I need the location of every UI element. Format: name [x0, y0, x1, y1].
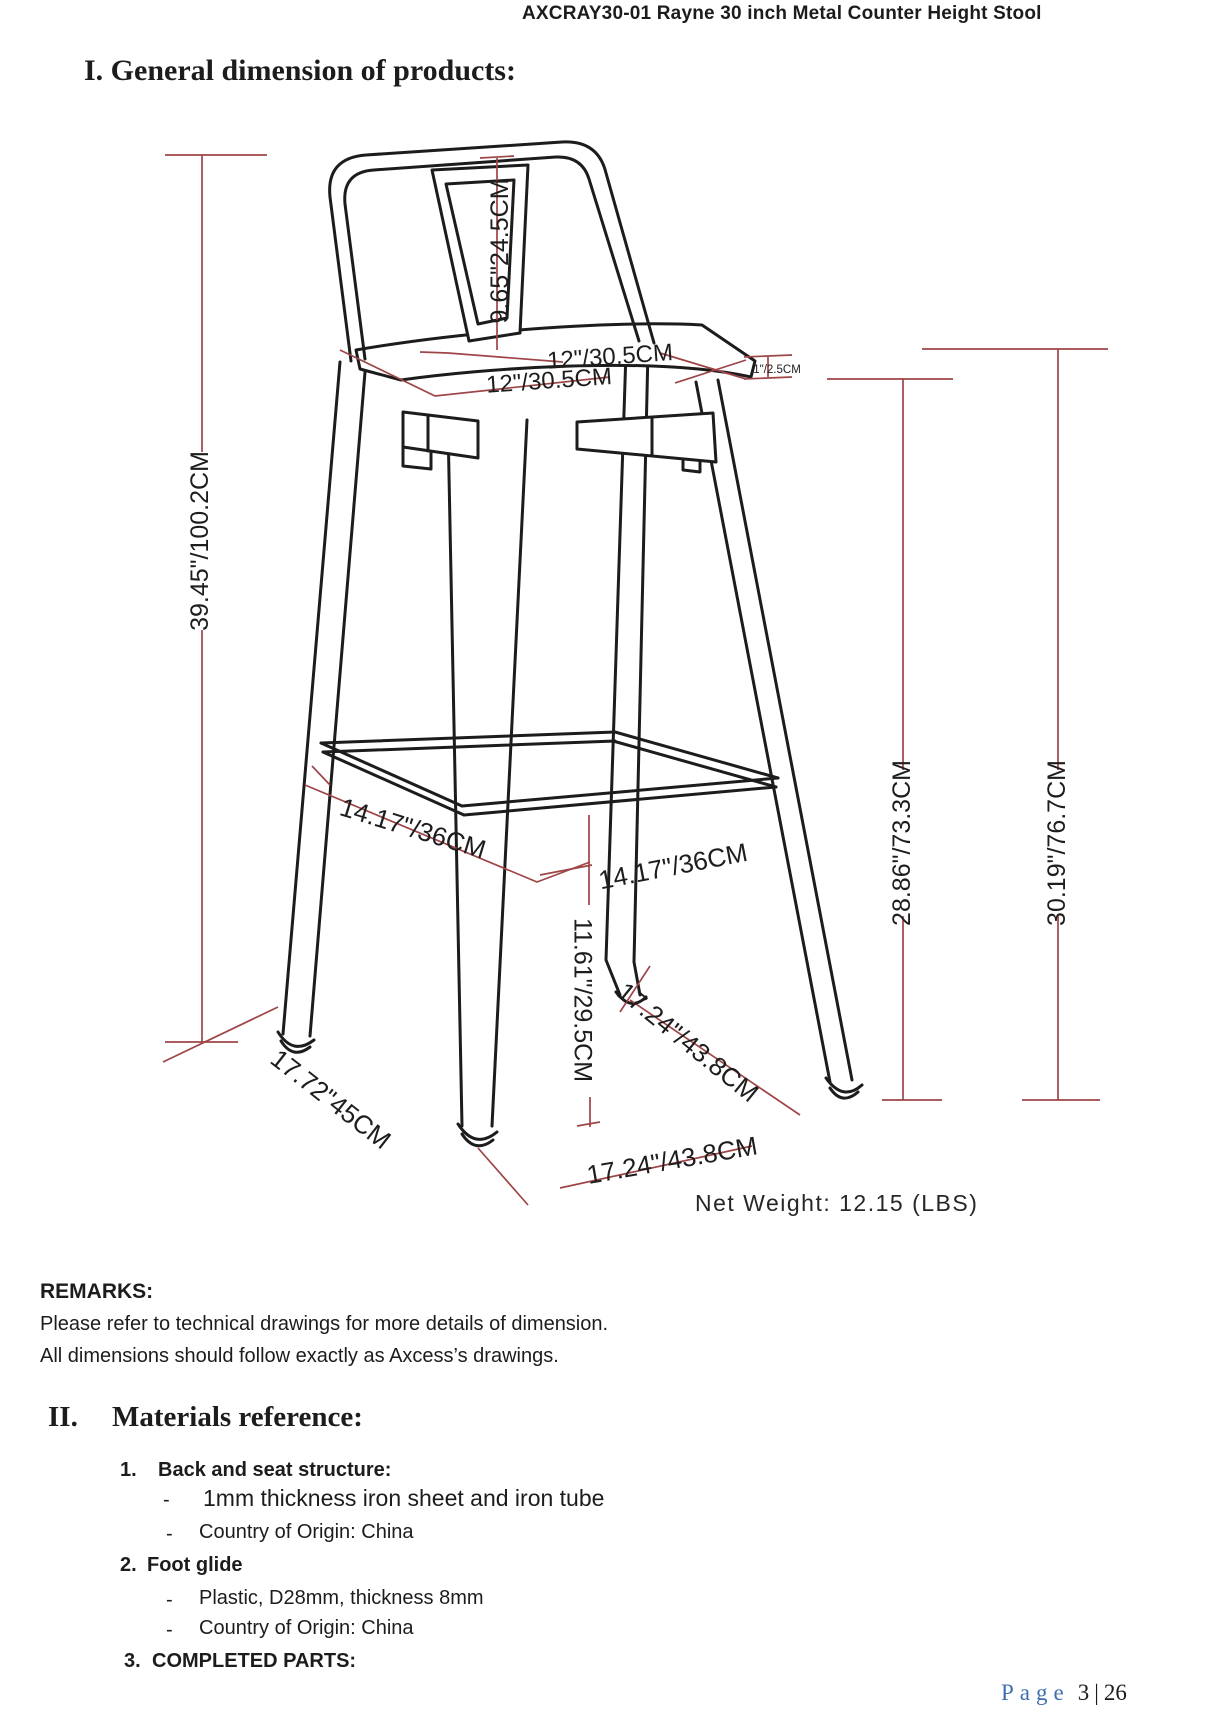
leg-front-right — [696, 380, 862, 1098]
footrest-rails — [321, 732, 778, 815]
remarks-line-2: All dimensions should follow exactly as Axcess’s drawings. — [40, 1345, 559, 1367]
dim-label-seat-height: 28.86"/73.3CM — [887, 760, 916, 926]
remarks-line-1: Please refer to technical drawings for more details of dimension. — [40, 1313, 609, 1335]
dim-label-seat-width-top: 12"/30.5CM — [546, 339, 674, 375]
foot-glide-front-right — [826, 1078, 862, 1098]
dim-line-seat-height — [827, 379, 953, 1100]
bullet-marker: - — [163, 1489, 170, 1511]
materials-item-3-number: 3. — [124, 1650, 141, 1672]
materials-item-2-bullet-2: Country of Origin: China — [199, 1617, 414, 1639]
footer-page-total: 26 — [1103, 1680, 1127, 1705]
dim-label-seat-width-bottom: 12"/30.5CM — [485, 363, 613, 399]
page-footer — [1001, 1680, 1127, 1706]
section-2-heading: Materials reference: — [112, 1401, 363, 1433]
bullet-marker: - — [166, 1523, 173, 1545]
net-weight-text: Net Weight: 12.15 (LBS) — [695, 1190, 979, 1216]
footer-separator: | — [1094, 1680, 1099, 1705]
footer-page-word: Page — [1001, 1680, 1070, 1705]
dim-line-footrest-right — [540, 865, 592, 875]
seat-apron-left — [403, 412, 478, 469]
dim-label-seat-edge-thickness: 1"/2.5CM — [753, 364, 801, 377]
materials-item-2-bullet-1: Plastic, D28mm, thickness 8mm — [199, 1587, 484, 1609]
remarks-heading: REMARKS: — [40, 1280, 154, 1303]
dim-label-seat-height-overall: 30.19"/76.7CM — [1042, 760, 1071, 926]
leg-front-left — [448, 420, 527, 1146]
materials-item-2-title: Foot glide — [147, 1554, 243, 1576]
materials-item-1-number: 1. — [120, 1459, 137, 1481]
bullet-marker: - — [166, 1589, 173, 1611]
foot-glide-front-left — [458, 1124, 497, 1146]
dim-label-footrest-height: 11.61"/29.5CM — [568, 917, 597, 1083]
leg-rear-left — [278, 360, 366, 1052]
dim-label-leg-span-right: 17.24"/43.8CM — [611, 976, 765, 1109]
dim-label-back-height: 9.65"24.5CM — [485, 178, 514, 324]
footer-page-number: 3 — [1077, 1680, 1090, 1705]
dim-label-footrest-width-left: 14.17"/36CM — [336, 791, 490, 865]
section-1-heading: I. General dimension of products: — [84, 54, 516, 87]
dim-label-footrest-width-right: 14.17"/36CM — [596, 836, 750, 896]
dim-line-leg-span-left — [163, 1007, 278, 1062]
dim-label-leg-span-left: 17.72"45CM — [265, 1043, 397, 1156]
document-header-title: AXCRAY30-01 Rayne 30 inch Metal Counter Height Stool — [522, 3, 1042, 24]
dim-line-seat-height-overall — [922, 349, 1108, 1100]
bullet-marker: - — [166, 1619, 173, 1641]
materials-item-2-number: 2. — [120, 1554, 137, 1576]
materials-item-3-title: COMPLETED PARTS: — [152, 1650, 357, 1672]
materials-item-1-title: Back and seat structure: — [158, 1459, 392, 1481]
section-2-numeral: II. — [48, 1401, 78, 1433]
dimension-lines — [163, 155, 1108, 1205]
materials-item-1-bullet-1: 1mm thickness iron sheet and iron tube — [203, 1485, 605, 1511]
dim-line-overall-height — [165, 155, 267, 1042]
materials-item-1-bullet-2: Country of Origin: China — [199, 1521, 414, 1543]
dim-label-overall-height: 39.45"/100.2CM — [185, 451, 214, 631]
dim-label-leg-span-front: 17.24"/43.8CM — [584, 1130, 760, 1190]
